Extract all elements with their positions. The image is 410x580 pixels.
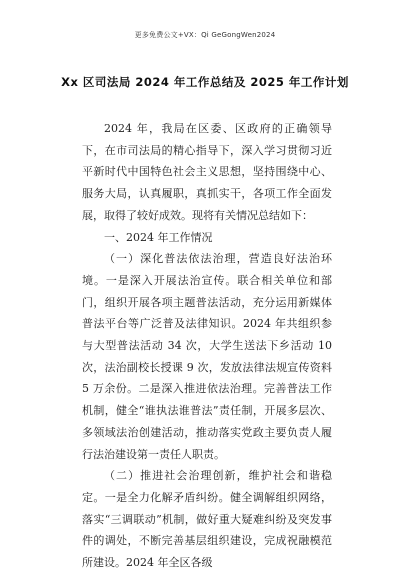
body-paragraph: （一）深化普法依法治理，营造良好法治环境。一是深入开展法治宣传。联合相关单位和部门，组织开展各项主题普法活动，充分运用新媒体普法平台等广泛普及法律知识。2024 年共组织参与大型普法活动 34 次，大学生送法下乡活动 10 次，法治副校长授课 9 次，发放法律法规宣传资料 5 万余份。二是深入推进依法治理。完善普法工作机制，健全“谁执法谁普法”责任制，开展多层次、多领域法治创建活动，推动落实党政主要负责人履行法治建设第一责任人职责。 [82,252,332,461]
document-title: Xx 区司法局 2024 年工作总结及 2025 年工作计划 [61,75,349,89]
document-body [82,118,332,574]
intro-paragraph: 2024 年，我局在区委、区政府的正确领导下，在市司法局的精心指导下，深入学习贯彻习近平新时代中国特色社会主义思想，坚持围绕中心、服务大局，认真履职，真抓实干，各项工作全面发展，取得了较好成效。现将有关情况总结如下： [82,122,332,222]
section-heading: 一、2024 年工作情况 [104,230,213,244]
header-note: 更多免费公文+VX：Qi GeGongWen2024 [134,31,276,39]
body-paragraph: （二）推进社会治理创新，维护社会和谐稳定。一是全力化解矛盾纠纷。健全调解组织网络，落实“三调联动”机制，做好重大疑难纠纷及突发事件的调处，不断完善基层组织建设，完成祝融模范所建设。2024 年全区各级 [82,469,332,570]
